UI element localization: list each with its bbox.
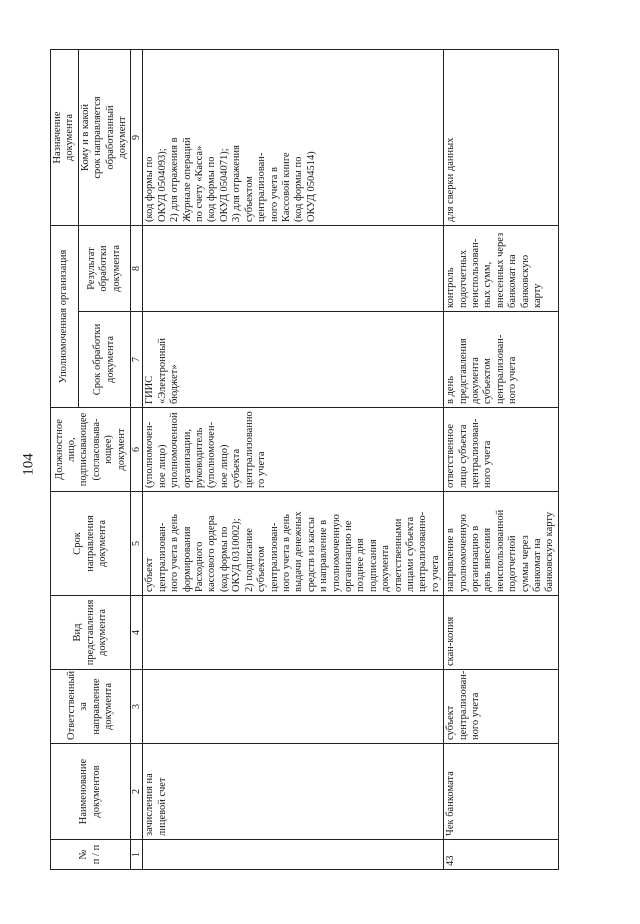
header-row-1 <box>51 50 79 870</box>
cell-num: 43 <box>444 840 559 870</box>
cell-form: скан-копия <box>444 596 559 670</box>
cell-responsible: субъект централизован- ного учета <box>444 670 559 744</box>
header-num: № п / п <box>51 840 131 870</box>
rotated-table <box>50 50 565 870</box>
cell-deadline: субъект централизован- ного учета в день формирования Расходного кассового ордера (код формы по ОКУД 0310002); 2) подписание субъектом централизован- ного учета в день выдачи денежных средств из кассы и направление в уполномоченную организацию не позднее дня подписания документа ответственными лицами субъекта централизованно- го учета <box>143 492 444 596</box>
cell-processing-time: ГИИС «Электронный бюджет» <box>143 312 444 408</box>
colnum: 2 <box>131 744 143 840</box>
header-responsible: Ответственный за направление документа <box>51 670 131 744</box>
cell-responsible <box>143 670 444 744</box>
colnum: 3 <box>131 670 143 744</box>
cell-name: зачисления на лицевой счет <box>143 744 444 840</box>
header-processing-time: Срок обработки документа <box>78 312 131 408</box>
table-row <box>143 50 444 870</box>
header-form: Вид представления документа <box>51 596 131 670</box>
header-deadline: Срок направления документа <box>51 492 131 596</box>
colnum: 6 <box>131 408 143 492</box>
cell-processing-result: контроль подотчетных неиспользован- ных сумм, внесенных через банкомат на банковскую карту <box>444 226 559 312</box>
cell-form <box>143 596 444 670</box>
cell-recipient: (код формы по ОКУД 0504093); 2) для отражения в Журнале операций по счету «Касса» (код формы по ОКУД 0504071); 3) для отражения субъектом централизован- ного учета в Кассовой книге (код формы по ОКУД 0504514) <box>143 50 444 226</box>
colnum: 1 <box>131 840 143 870</box>
cell-deadline: направление в уполномоченную организацию в день внесения неиспользованной подотчетной суммы через банкомат на банковскую карту <box>444 492 559 596</box>
column-numbers-row <box>131 50 143 870</box>
colnum: 4 <box>131 596 143 670</box>
header-name: Наименование документов <box>51 744 131 840</box>
cell-processing-result <box>143 226 444 312</box>
table-row <box>444 50 559 870</box>
colnum: 5 <box>131 492 143 596</box>
header-processing-result: Результат обработки документа <box>78 226 131 312</box>
cell-signer: (уполномочен- ное лицо) уполномоченной организации, руководитель (уполномочен- ное лицо) субъекта централизованно го учета <box>143 408 444 492</box>
header-signer: Должностное лицо, подписывающее (согласовыва- ющее) документ <box>51 408 131 492</box>
cell-recipient: для сверки данных <box>444 50 559 226</box>
cell-num <box>143 840 444 870</box>
cell-signer: ответственное лицо субъекта централизован- ного учета <box>444 408 559 492</box>
header-recipient: Кому и в какой срок направляется обработанный документ <box>78 50 131 226</box>
cell-name: Чек банкомата <box>444 744 559 840</box>
cell-processing-time: в день представления документа субъектом централизован- ного учета <box>444 312 559 408</box>
page-number: 104 <box>20 453 37 476</box>
header-group-naznach: Назначение документа <box>51 50 79 226</box>
colnum: 9 <box>131 50 143 226</box>
colnum: 8 <box>131 226 143 312</box>
colnum: 7 <box>131 312 143 408</box>
documents-table <box>50 49 559 870</box>
header-group-upolnom: Уполномоченная организация <box>51 226 79 408</box>
